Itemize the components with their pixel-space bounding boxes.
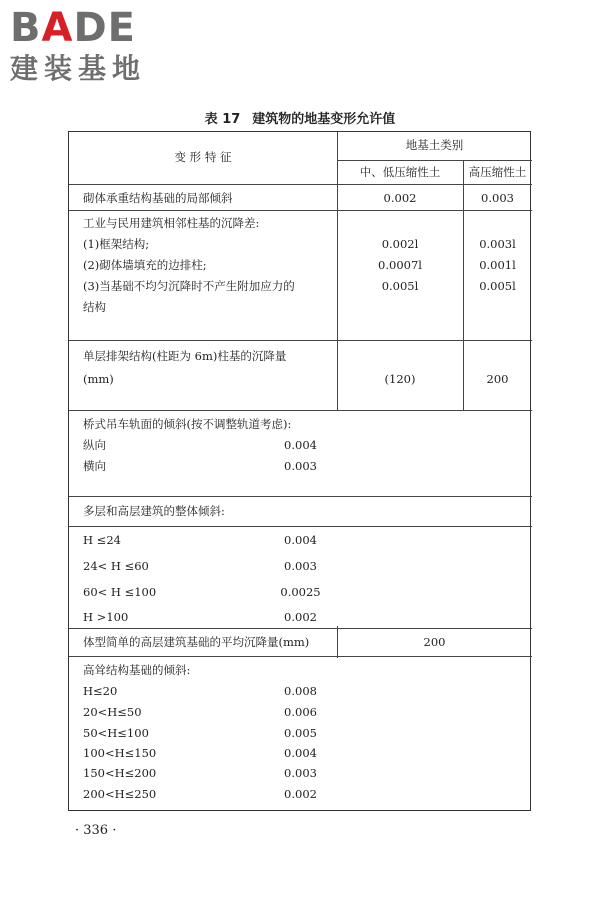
row-tower-value: 0.008: [284, 684, 317, 698]
row-tilt-label: H >100: [83, 610, 129, 624]
row-uneven-label-cont: 结构: [83, 300, 106, 314]
row-tower-title: 高耸结构基础的倾斜:: [83, 663, 191, 677]
row-tower-label: 20<H≤50: [83, 705, 142, 719]
row-tilt-value: 0.003: [284, 559, 317, 573]
row-tower-label: 100<H≤150: [83, 746, 157, 760]
row-highrise-label: 体型简单的高层建筑基础的平均沉降量(mm): [83, 635, 310, 649]
header-col-mid: 中、低压缩性土: [359, 165, 441, 179]
row-edge-mid: 0.0007l: [378, 258, 422, 272]
row-tower-value: 0.006: [284, 705, 317, 719]
table-caption: [0, 108, 600, 127]
row-crane-trans-value: 0.003: [284, 459, 317, 473]
row-masonry-mid: 0.002: [383, 191, 417, 205]
logo-subtitle: 建装基地: [10, 52, 147, 85]
row-bent-label: 单层排架结构(柱距为 6m)柱基的沉降量: [83, 349, 287, 363]
row-frame-high: 0.003l: [479, 237, 516, 251]
header-soil-type: 地基土类别: [405, 138, 464, 152]
row-tilt-label: 60< H ≤100: [83, 585, 157, 599]
row-bent-mid: (120): [384, 372, 416, 386]
bade-logo: [10, 6, 185, 86]
row-tower-value: 0.002: [284, 787, 317, 801]
row-bent-label-cont: (mm): [83, 372, 114, 386]
row-masonry-high: 0.003: [481, 191, 514, 205]
row-tower-value: 0.003: [284, 766, 317, 780]
row-crane-long-label: 纵向: [83, 438, 106, 452]
row-tilt-value: 0.002: [284, 610, 317, 624]
row-tower-value: 0.005: [284, 726, 317, 740]
row-edge-label: (2)砌体墙填充的边排柱;: [83, 258, 207, 272]
row-tower-value: 0.004: [284, 746, 317, 760]
deformation-table: [68, 131, 531, 811]
row-bent-high: 200: [486, 372, 509, 386]
logo-wordmark: BADE: [10, 5, 136, 51]
row-tower-label: H≤20: [83, 684, 118, 698]
row-masonry-label: 砌体承重结构基础的局部倾斜: [83, 191, 233, 205]
table-number: 表 17: [204, 112, 241, 127]
row-crane-title: 桥式吊车轨面的倾斜(按不调整轨道考虑):: [83, 417, 292, 431]
row-crane-long-value: 0.004: [284, 438, 317, 452]
row-tower-label: 150<H≤200: [83, 766, 157, 780]
row-uneven-mid: 0.005l: [381, 279, 419, 293]
row-frame-label: (1)框架结构;: [83, 237, 150, 251]
row-tilt-label: 24< H ≤60: [83, 559, 149, 573]
row-tilt-value: 0.0025: [280, 585, 321, 599]
row-tower-label: 200<H≤250: [83, 787, 157, 801]
row-settlement-title: 工业与民用建筑相邻柱基的沉降差:: [83, 216, 260, 230]
row-tilt-label: H ≤24: [83, 533, 121, 547]
header-feature: 变 形 特 征: [174, 150, 232, 164]
table-title: 建筑物的地基变形允许值: [252, 112, 396, 127]
row-frame-mid: 0.002l: [381, 237, 419, 251]
row-edge-high: 0.001l: [479, 258, 516, 272]
row-highrise-value: 200: [423, 635, 446, 649]
row-uneven-high: 0.005l: [479, 279, 516, 293]
page-number: · 336 ·: [75, 823, 117, 838]
row-tilt-value: 0.004: [284, 533, 317, 547]
row-uneven-label: (3)当基础不均匀沉降时不产生附加应力的: [83, 279, 295, 293]
row-tower-label: 50<H≤100: [83, 726, 149, 740]
header-col-high: 高压缩性土: [468, 165, 527, 179]
row-crane-trans-label: 横向: [83, 459, 106, 473]
row-tilt-title: 多层和高层建筑的整体倾斜:: [83, 504, 225, 518]
